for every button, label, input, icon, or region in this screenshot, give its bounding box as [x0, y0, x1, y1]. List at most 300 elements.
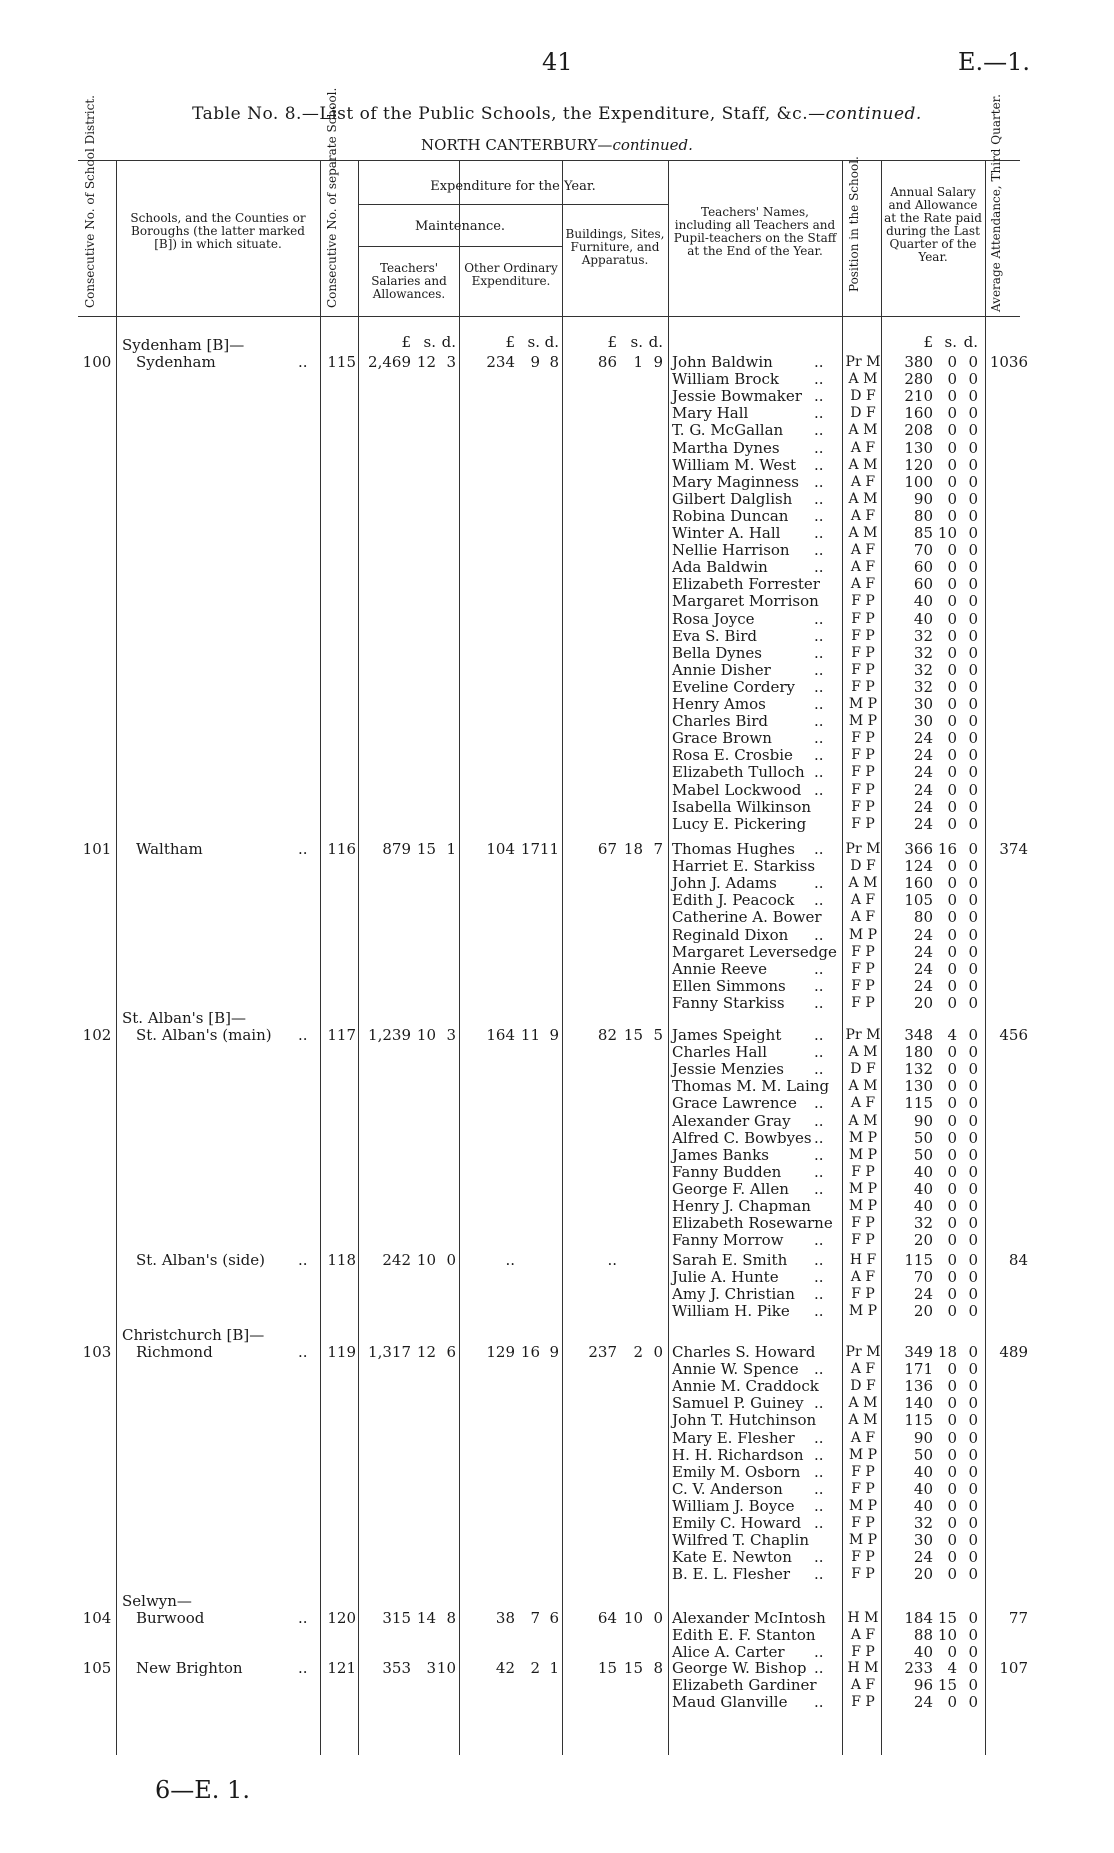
teacher-position: F P [851, 1566, 875, 1583]
teacher-name: Sarah E. Smith [672, 1251, 788, 1269]
salary-pence: 0 [968, 976, 978, 995]
salary-pence: 0 [968, 1145, 978, 1164]
table-subtitle [0, 136, 1114, 154]
salary-pounds: 40 [913, 1179, 933, 1198]
average-attendance: 84 [1008, 1251, 1028, 1269]
salary-shillings: 0 [947, 746, 957, 765]
teacher-position: A M [848, 490, 878, 507]
teacher-name: Charles Bird [672, 712, 768, 731]
salary-pounds: 184 [904, 1609, 933, 1627]
buildings-pounds: 67 [597, 840, 617, 858]
salary-shillings: 0 [947, 404, 957, 423]
teacher-position: Pr M [845, 841, 881, 857]
teacher-position: F P [851, 627, 875, 644]
salary-pence: 0 [968, 1565, 978, 1584]
salary-pence: 0 [968, 1479, 978, 1498]
teacher-position: F P [851, 1694, 875, 1711]
teacher-name-leader: .. [814, 421, 824, 440]
salary-shillings: 0 [947, 1060, 957, 1079]
salary-pence: 0 [968, 925, 978, 944]
salary-pence: 0 [968, 455, 978, 474]
column-rule [320, 160, 321, 1755]
teacher-position: F P [851, 1232, 875, 1249]
average-attendance: 77 [1008, 1609, 1028, 1627]
salary-shillings: 0 [947, 1251, 957, 1269]
teacher-name: Eveline Cordery [672, 677, 796, 696]
shilling-unit-label: s. [423, 333, 436, 351]
teacher-position: F P [851, 943, 875, 960]
teacher-position: M P [848, 1446, 878, 1463]
teacher-position: D F [850, 405, 876, 422]
header-expenditure: Expenditure for the Year. [430, 179, 596, 194]
salary-shillings: 0 [947, 643, 957, 662]
district-number: 104 [82, 1609, 112, 1627]
salary-shillings: 0 [947, 874, 957, 893]
salary-pence: 0 [968, 575, 978, 594]
salary-shillings: 0 [947, 712, 957, 731]
teacher-name: Emily C. Howard [672, 1514, 802, 1532]
buildings-pounds: 237 [588, 1343, 617, 1361]
salary-shillings: 0 [947, 677, 957, 696]
salary-pounds: 32 [913, 1214, 933, 1233]
salaries-shillings: 15 [416, 840, 436, 858]
salary-pounds: 349 [904, 1343, 933, 1361]
shilling-unit-label: s. [944, 333, 957, 351]
salary-shillings: 0 [947, 1643, 957, 1662]
salary-shillings: 0 [947, 575, 957, 594]
district-number: 102 [82, 1026, 112, 1044]
salary-pounds: 40 [913, 1479, 933, 1498]
teacher-position: F P [851, 610, 875, 627]
teacher-name-leader: .. [814, 541, 824, 560]
salary-pounds: 30 [913, 712, 933, 731]
teacher-name-leader: .. [814, 626, 824, 645]
salary-pounds: 40 [913, 1162, 933, 1181]
teacher-position: F P [851, 1549, 875, 1566]
table-title-continued: continued. [825, 104, 922, 124]
column-rule [358, 160, 359, 1755]
salaries-pence: 3 [446, 353, 456, 371]
teacher-name: Harriet E. Starkiss [672, 857, 816, 876]
header-other-expenditure: Other Ordinary Expenditure. [464, 261, 558, 288]
teacher-position: A M [848, 1412, 878, 1429]
buildings-pence: 8 [653, 1659, 663, 1677]
teacher-name: James Banks [672, 1145, 769, 1164]
salary-pence: 0 [968, 908, 978, 927]
column-rule [985, 160, 986, 1755]
salary-pounds: 24 [913, 797, 933, 816]
salaries-shillings: 12 [416, 353, 436, 371]
salary-pence: 0 [968, 1197, 978, 1215]
salary-shillings: 0 [947, 857, 957, 876]
teacher-name: Rosa Joyce [672, 609, 755, 628]
school-name-leader: .. [298, 1609, 308, 1627]
teacher-position: A F [850, 439, 876, 456]
salary-shillings: 0 [947, 626, 957, 645]
salary-shillings: 0 [947, 1077, 957, 1096]
teacher-name: Nellie Harrison [672, 541, 790, 560]
teacher-name: Ada Baldwin [672, 558, 768, 577]
salary-pence: 0 [968, 814, 978, 833]
teacher-name: Emily M. Osborn [672, 1462, 801, 1481]
salary-pence: 0 [968, 404, 978, 423]
other-expenditure-pounds: .. [505, 1251, 515, 1269]
other-expenditure-pounds: 38 [495, 1609, 515, 1627]
pence-unit-label: d. [441, 333, 456, 351]
teacher-position: A F [850, 1677, 876, 1694]
salary-pounds: 32 [913, 660, 933, 679]
salary-shillings: 0 [947, 1428, 957, 1447]
average-attendance: 107 [999, 1659, 1028, 1677]
school-number: 115 [327, 353, 356, 371]
maintenance-rule [358, 246, 562, 247]
header-bottom-rule [78, 316, 1020, 317]
salary-pounds: 180 [904, 1043, 933, 1062]
page-reference: E.—1. [958, 48, 1031, 76]
teacher-name: Mary Maginness [672, 472, 800, 491]
salary-pounds: 20 [913, 1231, 933, 1250]
school-name-leader: .. [298, 1343, 308, 1361]
buildings-pounds: .. [607, 1251, 617, 1269]
salary-pounds: 132 [904, 1060, 933, 1079]
salary-pounds: 32 [913, 1514, 933, 1532]
teacher-name: Robina Duncan [672, 506, 789, 525]
salary-shillings: 0 [947, 1514, 957, 1532]
school-number: 120 [327, 1609, 356, 1627]
teacher-name: Alfred C. Bowbyes [672, 1128, 812, 1147]
table-title [0, 104, 1114, 124]
teacher-name: Fanny Morrow [672, 1231, 784, 1250]
salary-pounds: 24 [913, 729, 933, 748]
salary-shillings: 0 [947, 908, 957, 927]
teacher-name: H. H. Richardson [672, 1445, 804, 1464]
teacher-position: A F [850, 576, 876, 593]
salary-pence: 0 [968, 993, 978, 1012]
salary-pounds: 171 [904, 1360, 933, 1379]
buildings-pounds: 15 [597, 1659, 617, 1677]
salary-pounds: 20 [913, 993, 933, 1012]
buildings-shillings: 18 [623, 840, 643, 858]
teacher-name-leader: .. [814, 1043, 824, 1062]
salary-pence: 0 [968, 797, 978, 816]
salary-pence: 0 [968, 1077, 978, 1096]
salary-pence: 0 [968, 1548, 978, 1567]
teacher-position: A F [850, 559, 876, 576]
school-group-label: St. Alban's [B]— [122, 1009, 246, 1027]
teacher-position: H M [847, 1660, 879, 1676]
teacher-name-leader: .. [814, 1643, 824, 1662]
teacher-position: A M [848, 1078, 878, 1095]
teacher-position: F P [851, 730, 875, 747]
teacher-position: A M [848, 371, 878, 388]
teacher-name: Fanny Budden [672, 1162, 782, 1181]
teacher-position: A F [850, 892, 876, 909]
school-number: 116 [327, 840, 356, 858]
teacher-position: A F [850, 1095, 876, 1112]
teacher-name: Annie Reeve [672, 959, 767, 978]
salary-pence: 0 [968, 712, 978, 731]
school-name: Sydenham [136, 353, 216, 371]
school-group-label: Sydenham [B]— [122, 336, 245, 354]
header-schools: Schools, and the Counties or Boroughs (the latter marked [B]) in which situate. [130, 211, 306, 251]
salaries-shillings: 12 [416, 1343, 436, 1361]
teacher-position: A F [850, 1429, 876, 1446]
salary-pence: 0 [968, 1026, 978, 1044]
salary-pence: 0 [968, 695, 978, 713]
salary-pounds: 115 [904, 1411, 933, 1430]
teacher-name-leader: .. [814, 1548, 824, 1567]
teacher-name: William J. Boyce [672, 1496, 795, 1515]
teacher-name-leader: .. [814, 524, 824, 542]
salary-shillings: 0 [947, 1145, 957, 1164]
teacher-name: Alexander Gray [672, 1111, 791, 1130]
salary-pence: 0 [968, 643, 978, 662]
teacher-name: Annie M. Craddock [672, 1377, 819, 1396]
teacher-position: A F [850, 542, 876, 559]
salary-shillings: 0 [947, 1479, 957, 1498]
other-expenditure-pence: 9 [549, 1026, 559, 1044]
salary-shillings: 0 [947, 942, 957, 961]
header-district-no: Consecutive No. of School District. [83, 95, 97, 308]
teacher-position: F P [851, 661, 875, 678]
header-teachers-names: Teachers' Names, including all Teachers and Pupil-teachers on the Staff at the End of the Year. [673, 205, 837, 258]
teacher-position: A F [850, 1269, 876, 1286]
teacher-name-leader: .. [814, 387, 824, 406]
teacher-name: John T. Hutchinson [672, 1411, 817, 1430]
salary-pence: 0 [968, 1251, 978, 1269]
teacher-name: Wilfred T. Chaplin [672, 1531, 809, 1550]
salary-shillings: 0 [947, 472, 957, 491]
teacher-name-leader: .. [814, 1094, 824, 1113]
salary-pounds: 50 [913, 1445, 933, 1464]
teacher-name-leader: .. [814, 1145, 824, 1164]
salary-shillings: 0 [947, 925, 957, 944]
salary-shillings: 0 [947, 558, 957, 577]
teacher-position: A M [848, 525, 878, 541]
subtitle-continued: continued. [612, 136, 693, 154]
other-expenditure-shillings: 16 [520, 1343, 540, 1361]
teacher-name-leader: .. [814, 746, 824, 765]
teacher-position: M P [848, 1180, 878, 1197]
salary-pounds: 105 [904, 891, 933, 910]
teacher-name: Elizabeth Forrester [672, 575, 820, 594]
salary-pounds: 120 [904, 455, 933, 474]
salary-pounds: 80 [913, 908, 933, 927]
teacher-position: H M [847, 1610, 879, 1626]
teacher-name-leader: .. [814, 1360, 824, 1379]
salary-pence: 0 [968, 438, 978, 457]
teacher-name-leader: .. [814, 1462, 824, 1481]
header-salary: Annual Salary and Allowance at the Rate paid during the Last Quarter of the Year. [884, 185, 982, 264]
buildings-shillings: 15 [623, 1026, 643, 1044]
teacher-name: William H. Pike [672, 1302, 790, 1321]
teacher-position: F P [851, 1480, 875, 1497]
salary-pounds: 50 [913, 1145, 933, 1164]
salary-pence: 0 [968, 891, 978, 910]
salary-pence: 0 [968, 1659, 978, 1677]
teacher-name: Thomas Hughes [672, 840, 795, 858]
teacher-name-leader: .. [814, 1231, 824, 1250]
teacher-name-leader: .. [814, 404, 824, 423]
teacher-name-leader: .. [814, 1026, 824, 1044]
salary-pence: 0 [968, 1693, 978, 1712]
teacher-position: F P [851, 644, 875, 661]
teacher-name: B. E. L. Flesher [672, 1565, 791, 1584]
salary-shillings: 0 [947, 993, 957, 1012]
salary-pounds: 160 [904, 874, 933, 893]
header-teachers-salaries: Teachers' Salaries and Allowances. [371, 261, 447, 301]
teacher-position: F P [851, 1515, 875, 1531]
buildings-shillings: 10 [623, 1609, 643, 1627]
salary-shillings: 18 [937, 1343, 957, 1361]
salary-shillings: 0 [947, 541, 957, 560]
salary-shillings: 0 [947, 1548, 957, 1567]
teacher-name: Samuel P. Guiney [672, 1394, 804, 1413]
buildings-pence: 5 [653, 1026, 663, 1044]
school-name: Richmond [136, 1343, 213, 1361]
salary-pounds: 233 [904, 1659, 933, 1677]
teacher-name-leader: .. [814, 1060, 824, 1079]
teacher-name: William Brock [672, 370, 779, 389]
school-name-leader: .. [298, 1659, 308, 1677]
salary-pence: 0 [968, 1445, 978, 1464]
salary-shillings: 0 [947, 387, 957, 406]
teacher-name: Margaret Leversedge [672, 942, 837, 961]
salary-pounds: 40 [913, 592, 933, 611]
pound-unit-label: £ [401, 333, 411, 351]
teacher-name-leader: .. [814, 891, 824, 910]
salary-pounds: 280 [904, 370, 933, 389]
salary-pounds: 24 [913, 763, 933, 782]
salary-shillings: 0 [947, 489, 957, 508]
salary-pounds: 60 [913, 558, 933, 577]
teacher-name: Jessie Menzies [672, 1060, 784, 1079]
teacher-position: A M [848, 875, 878, 892]
salary-shillings: 0 [947, 1462, 957, 1481]
teacher-position: F P [851, 1463, 875, 1480]
salary-shillings: 0 [947, 370, 957, 389]
salary-pounds: 140 [904, 1394, 933, 1413]
salary-pence: 0 [968, 1676, 978, 1695]
teacher-name-leader: .. [814, 1251, 824, 1269]
teacher-name: John Baldwin [672, 353, 773, 371]
average-attendance: 1036 [989, 353, 1028, 371]
buildings-shillings: 2 [633, 1343, 643, 1361]
page-number: 41 [542, 48, 573, 76]
salary-pence: 0 [968, 1043, 978, 1062]
teacher-name: Thomas M. M. Laing [672, 1077, 830, 1096]
teacher-position: Pr M [845, 1027, 881, 1043]
salaries-shillings: 3 [426, 1659, 436, 1677]
district-number: 105 [82, 1659, 112, 1677]
salary-pounds: 50 [913, 1128, 933, 1147]
column-rule [668, 160, 669, 1755]
header-attendance: Average Attendance, Third Quarter. [989, 94, 1003, 312]
salary-shillings: 0 [947, 1231, 957, 1250]
salary-shillings: 0 [947, 1411, 957, 1430]
teacher-name: Mary E. Flesher [672, 1428, 795, 1447]
district-number: 103 [82, 1343, 112, 1361]
salary-shillings: 0 [947, 695, 957, 713]
teacher-name: Eva S. Bird [672, 626, 758, 645]
salaries-pounds: 353 [382, 1659, 411, 1677]
teacher-name: Charles S. Howard [672, 1343, 816, 1361]
salary-pence: 0 [968, 857, 978, 876]
teacher-name: Margaret Morrison [672, 592, 819, 611]
salary-pounds: 136 [904, 1377, 933, 1396]
school-group-label: Selwyn— [122, 1592, 192, 1610]
shilling-unit-label: s. [527, 333, 540, 351]
other-expenditure-pence: 1 [549, 1659, 559, 1677]
buildings-pounds: 64 [597, 1609, 617, 1627]
school-name: St. Alban's (side) [136, 1251, 265, 1269]
salary-pounds: 115 [904, 1251, 933, 1269]
salary-pounds: 24 [913, 780, 933, 799]
salary-shillings: 0 [947, 1285, 957, 1304]
salary-pounds: 20 [913, 1302, 933, 1321]
teacher-position: F P [851, 960, 875, 977]
teacher-name: Henry Amos [672, 695, 766, 713]
shilling-unit-label: s. [630, 333, 643, 351]
teacher-name-leader: .. [814, 1394, 824, 1413]
buildings-pence: 9 [653, 353, 663, 371]
teacher-name: Lucy E. Pickering [672, 814, 807, 833]
teacher-name-leader: .. [814, 712, 824, 731]
buildings-pounds: 86 [597, 353, 617, 371]
salary-pounds: 70 [913, 541, 933, 560]
teacher-name: Winter A. Hall [672, 524, 781, 542]
salary-shillings: 0 [947, 1445, 957, 1464]
teacher-position: A F [850, 909, 876, 926]
school-name-leader: .. [298, 353, 308, 371]
table-title-main: Table No. 8.—List of the Public Schools, the Expenditure, Staff, &c.— [192, 104, 826, 124]
salary-pounds: 90 [913, 1111, 933, 1130]
teacher-name: Isabella Wilkinson [672, 797, 812, 816]
teacher-position: F P [851, 593, 875, 610]
teacher-name-leader: .. [814, 1445, 824, 1464]
subtitle-region: NORTH CANTERBURY— [421, 136, 613, 154]
teacher-position: M P [848, 1198, 878, 1214]
school-number: 119 [327, 1343, 356, 1361]
salary-pounds: 60 [913, 575, 933, 594]
salary-pounds: 348 [904, 1026, 933, 1044]
salary-pence: 0 [968, 1094, 978, 1113]
salary-pence: 0 [968, 1411, 978, 1430]
teacher-position: F P [851, 747, 875, 764]
teacher-name-leader: .. [814, 763, 824, 782]
teacher-position: F P [851, 1163, 875, 1180]
salary-pence: 0 [968, 959, 978, 978]
salaries-pence: 10 [436, 1659, 456, 1677]
salaries-pounds: 315 [382, 1609, 411, 1627]
teacher-name-leader: .. [814, 472, 824, 491]
teacher-name-leader: .. [814, 660, 824, 679]
salary-shillings: 15 [937, 1609, 957, 1627]
teacher-position: M P [848, 713, 878, 730]
salary-pounds: 130 [904, 1077, 933, 1096]
salaries-shillings: 10 [416, 1251, 436, 1269]
teacher-position: A F [850, 1627, 876, 1644]
salary-pence: 0 [968, 1462, 978, 1481]
teacher-name: Mabel Lockwood [672, 780, 802, 799]
salaries-pounds: 1,239 [368, 1026, 411, 1044]
salary-shillings: 0 [947, 1360, 957, 1379]
salary-pence: 0 [968, 780, 978, 799]
salary-shillings: 0 [947, 1531, 957, 1550]
salary-pounds: 88 [913, 1626, 933, 1645]
salary-pence: 0 [968, 1128, 978, 1147]
salary-pounds: 32 [913, 677, 933, 696]
